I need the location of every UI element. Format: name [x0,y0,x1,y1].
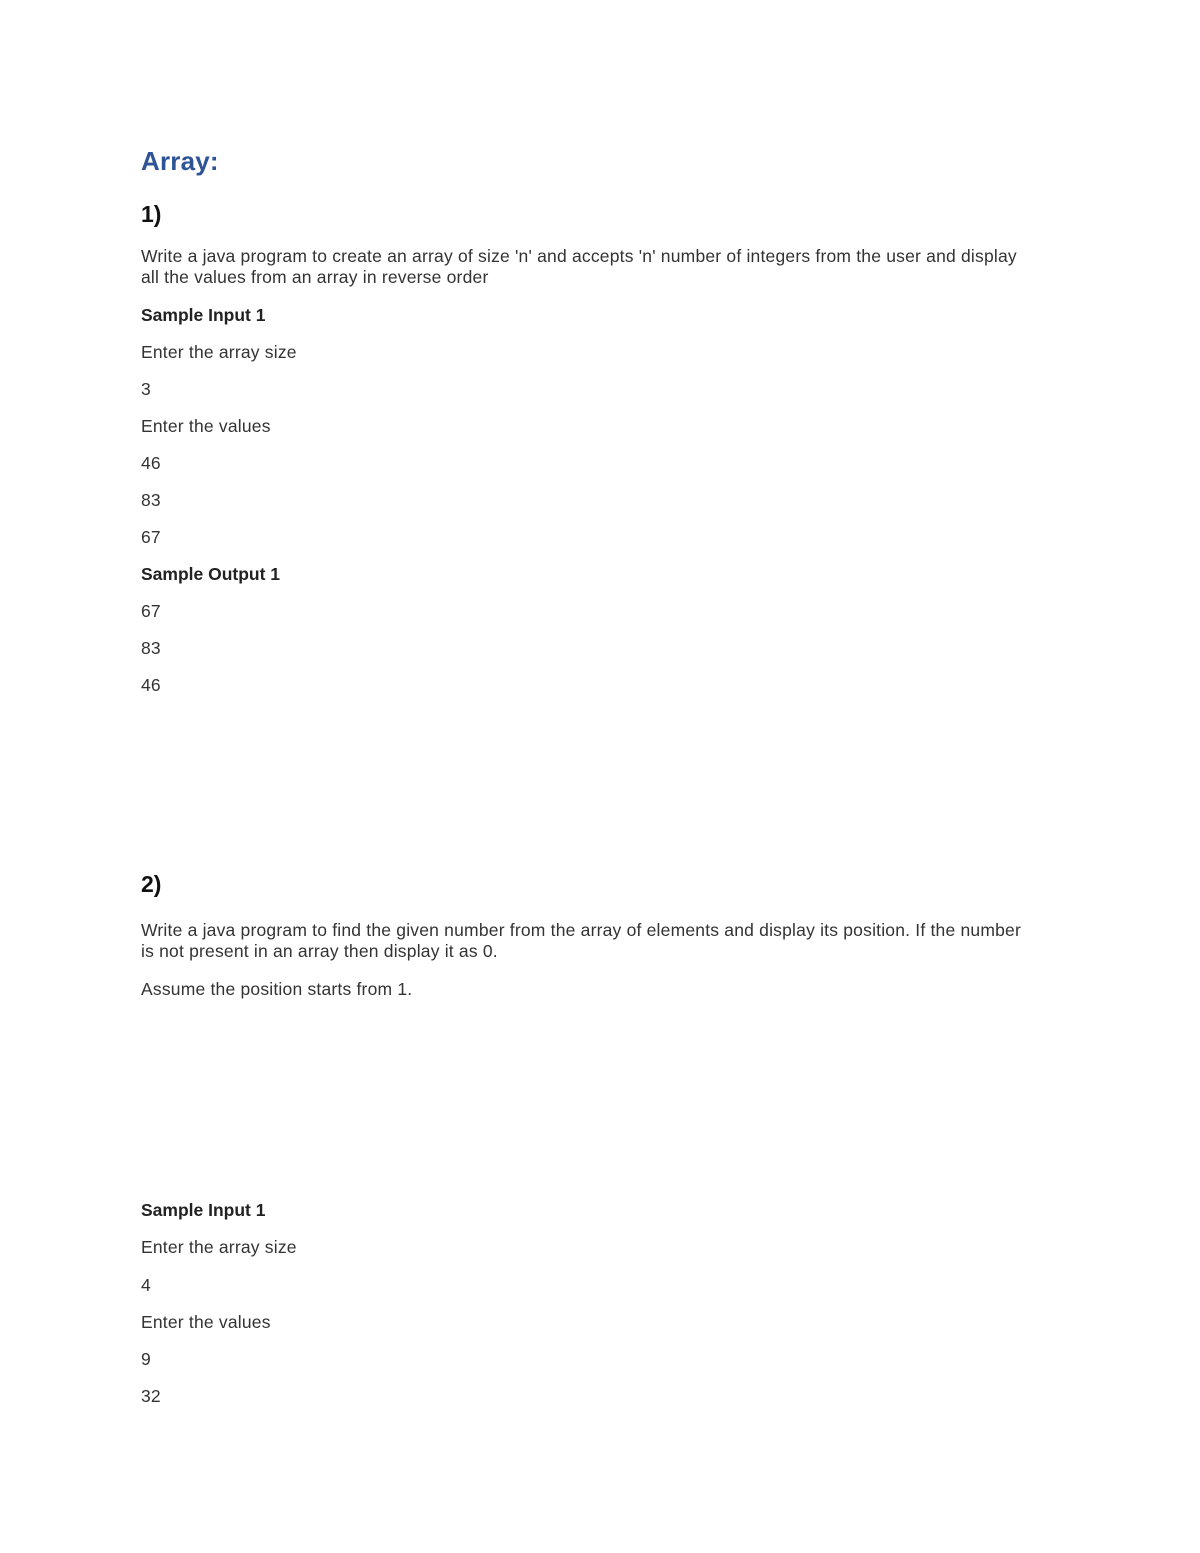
question-2-input-line: 9 [141,1349,151,1369]
question-1-description-line-2: all the values from an array in reverse order [141,267,489,287]
question-1-sample-input-label: Sample Input 1 [141,305,266,325]
question-2-description-line-2: is not present in an array then display it as 0. [141,941,498,961]
question-1-number: 1) [141,201,162,227]
question-1-input-line: Enter the values [141,416,271,436]
question-1-sample-output-label: Sample Output 1 [141,564,281,584]
page-title: Array: [141,146,219,176]
question-2-input-line: Enter the values [141,1312,271,1332]
question-1-input-line: 3 [141,379,151,399]
question-1-input-line: Enter the array size [141,342,297,362]
question-2-input-line: 4 [141,1275,151,1295]
question-1-input-line: 67 [141,527,161,547]
question-2-description-line-1: Write a java program to find the given number from the array of elements and display its position. If the number [141,920,1022,940]
question-2-input-line: Enter the array size [141,1237,297,1257]
question-1-output-line: 67 [141,601,161,621]
question-1-input-line: 46 [141,453,161,473]
question-1-output-line: 83 [141,638,161,658]
question-2-sample-input-label: Sample Input 1 [141,1200,266,1220]
question-2-assumption: Assume the position starts from 1. [141,979,413,999]
question-2-number: 2) [141,871,162,897]
question-1-output-line: 46 [141,675,161,695]
question-1-input-line: 83 [141,490,161,510]
question-2-input-line: 32 [141,1386,161,1406]
question-1-description-line-1: Write a java program to create an array of size 'n' and accepts 'n' number of integers from the user and display [141,246,1017,266]
